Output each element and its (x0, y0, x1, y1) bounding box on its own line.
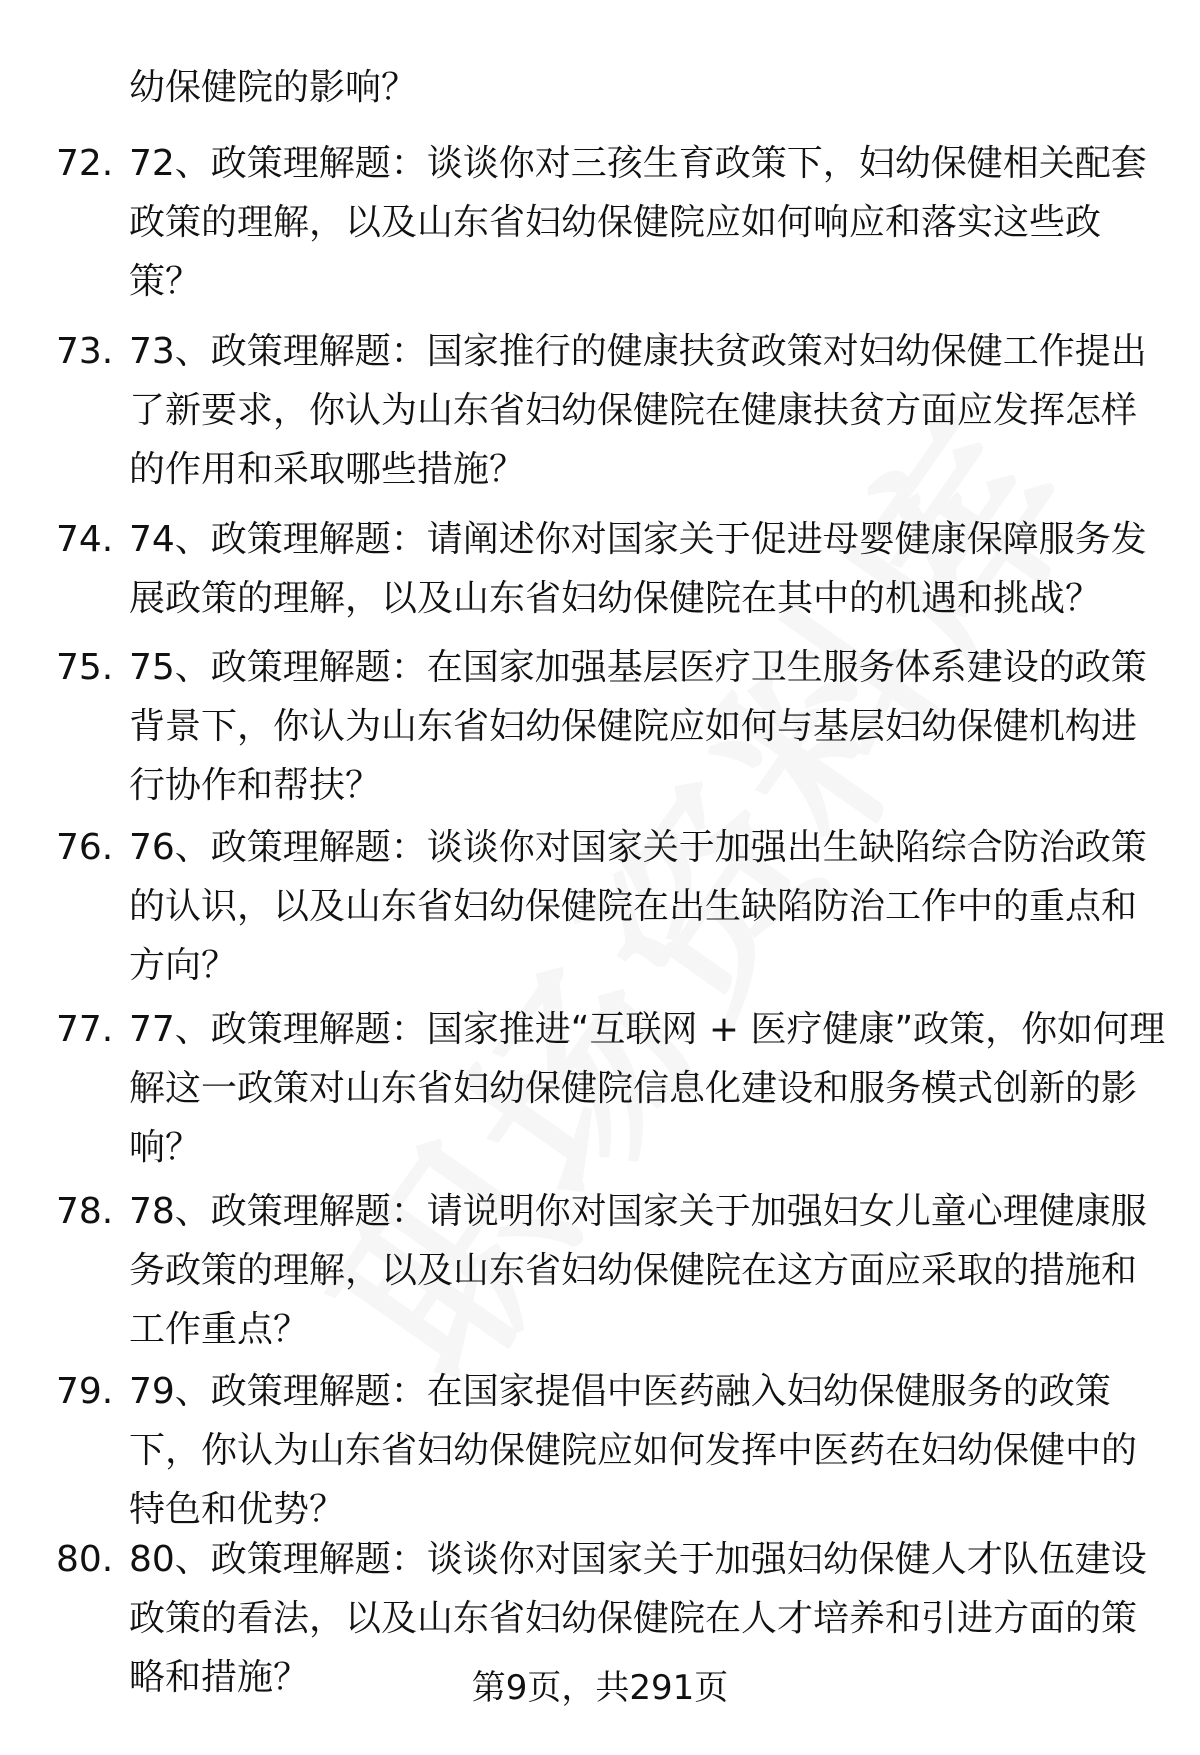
item-number: 73. (56, 331, 114, 372)
item-text: 76、政策理解题：谈谈你对国家关于加强出生缺陷综合防治政策的认识，以及山东省妇幼保健院在出生缺陷防治工作中的重点和方向？ (129, 827, 1147, 986)
page-footer: 第9页，共291页 (471, 1668, 729, 1708)
item-number: 74. (56, 519, 114, 560)
item-text: 74、政策理解题：请阐述你对国家关于促进母婴健康保障服务发展政策的理解，以及山东省妇幼保健院在其中的机遇和挑战？ (129, 519, 1147, 619)
item-number: 77. (56, 1009, 114, 1050)
item-text: 75、政策理解题：在国家加强基层医疗卫生服务体系建设的政策背景下，你认为山东省妇幼保健院应如何与基层妇幼保健机构进行协作和帮扶？ (129, 647, 1147, 806)
item-number: 76. (56, 827, 114, 868)
item-text: 80、政策理解题：谈谈你对国家关于加强妇幼保健人才队伍建设政策的看法，以及山东省妇幼保健院在人才培养和引进方面的策略和措施？ (129, 1539, 1147, 1698)
item-text: 77、政策理解题：国家推进“互联网 + 医疗健康”政策，你如何理解这一政策对山东省妇幼保健院信息化建设和服务模式创新的影响？ (129, 1009, 1166, 1168)
item-text: 79、政策理解题：在国家提倡中医药融入妇幼保健服务的政策下，你认为山东省妇幼保健院应如何发挥中医药在妇幼保健中的特色和优势？ (129, 1371, 1138, 1530)
continuation-text: 幼保健院的影响？ (129, 67, 418, 108)
item-number: 79. (56, 1371, 114, 1412)
item-number: 78. (56, 1191, 114, 1232)
item-text: 73、政策理解题：国家推行的健康扶贫政策对妇幼保健工作提出了新要求，你认为山东省妇幼保健院在健康扶贫方面应发挥怎样的作用和采取哪些措施？ (129, 331, 1147, 490)
item-number: 80. (56, 1539, 114, 1580)
item-text: 78、政策理解题：请说明你对国家关于加强妇女儿童心理健康服务政策的理解，以及山东省妇幼保健院在这方面应采取的措施和工作重点？ (129, 1191, 1147, 1350)
item-number: 75. (56, 647, 114, 688)
item-number: 72. (56, 143, 114, 184)
item-text: 72、政策理解题：谈谈你对三孩生育政策下，妇幼保健相关配套政策的理解，以及山东省妇幼保健院应如何响应和落实这些政策？ (129, 143, 1147, 302)
